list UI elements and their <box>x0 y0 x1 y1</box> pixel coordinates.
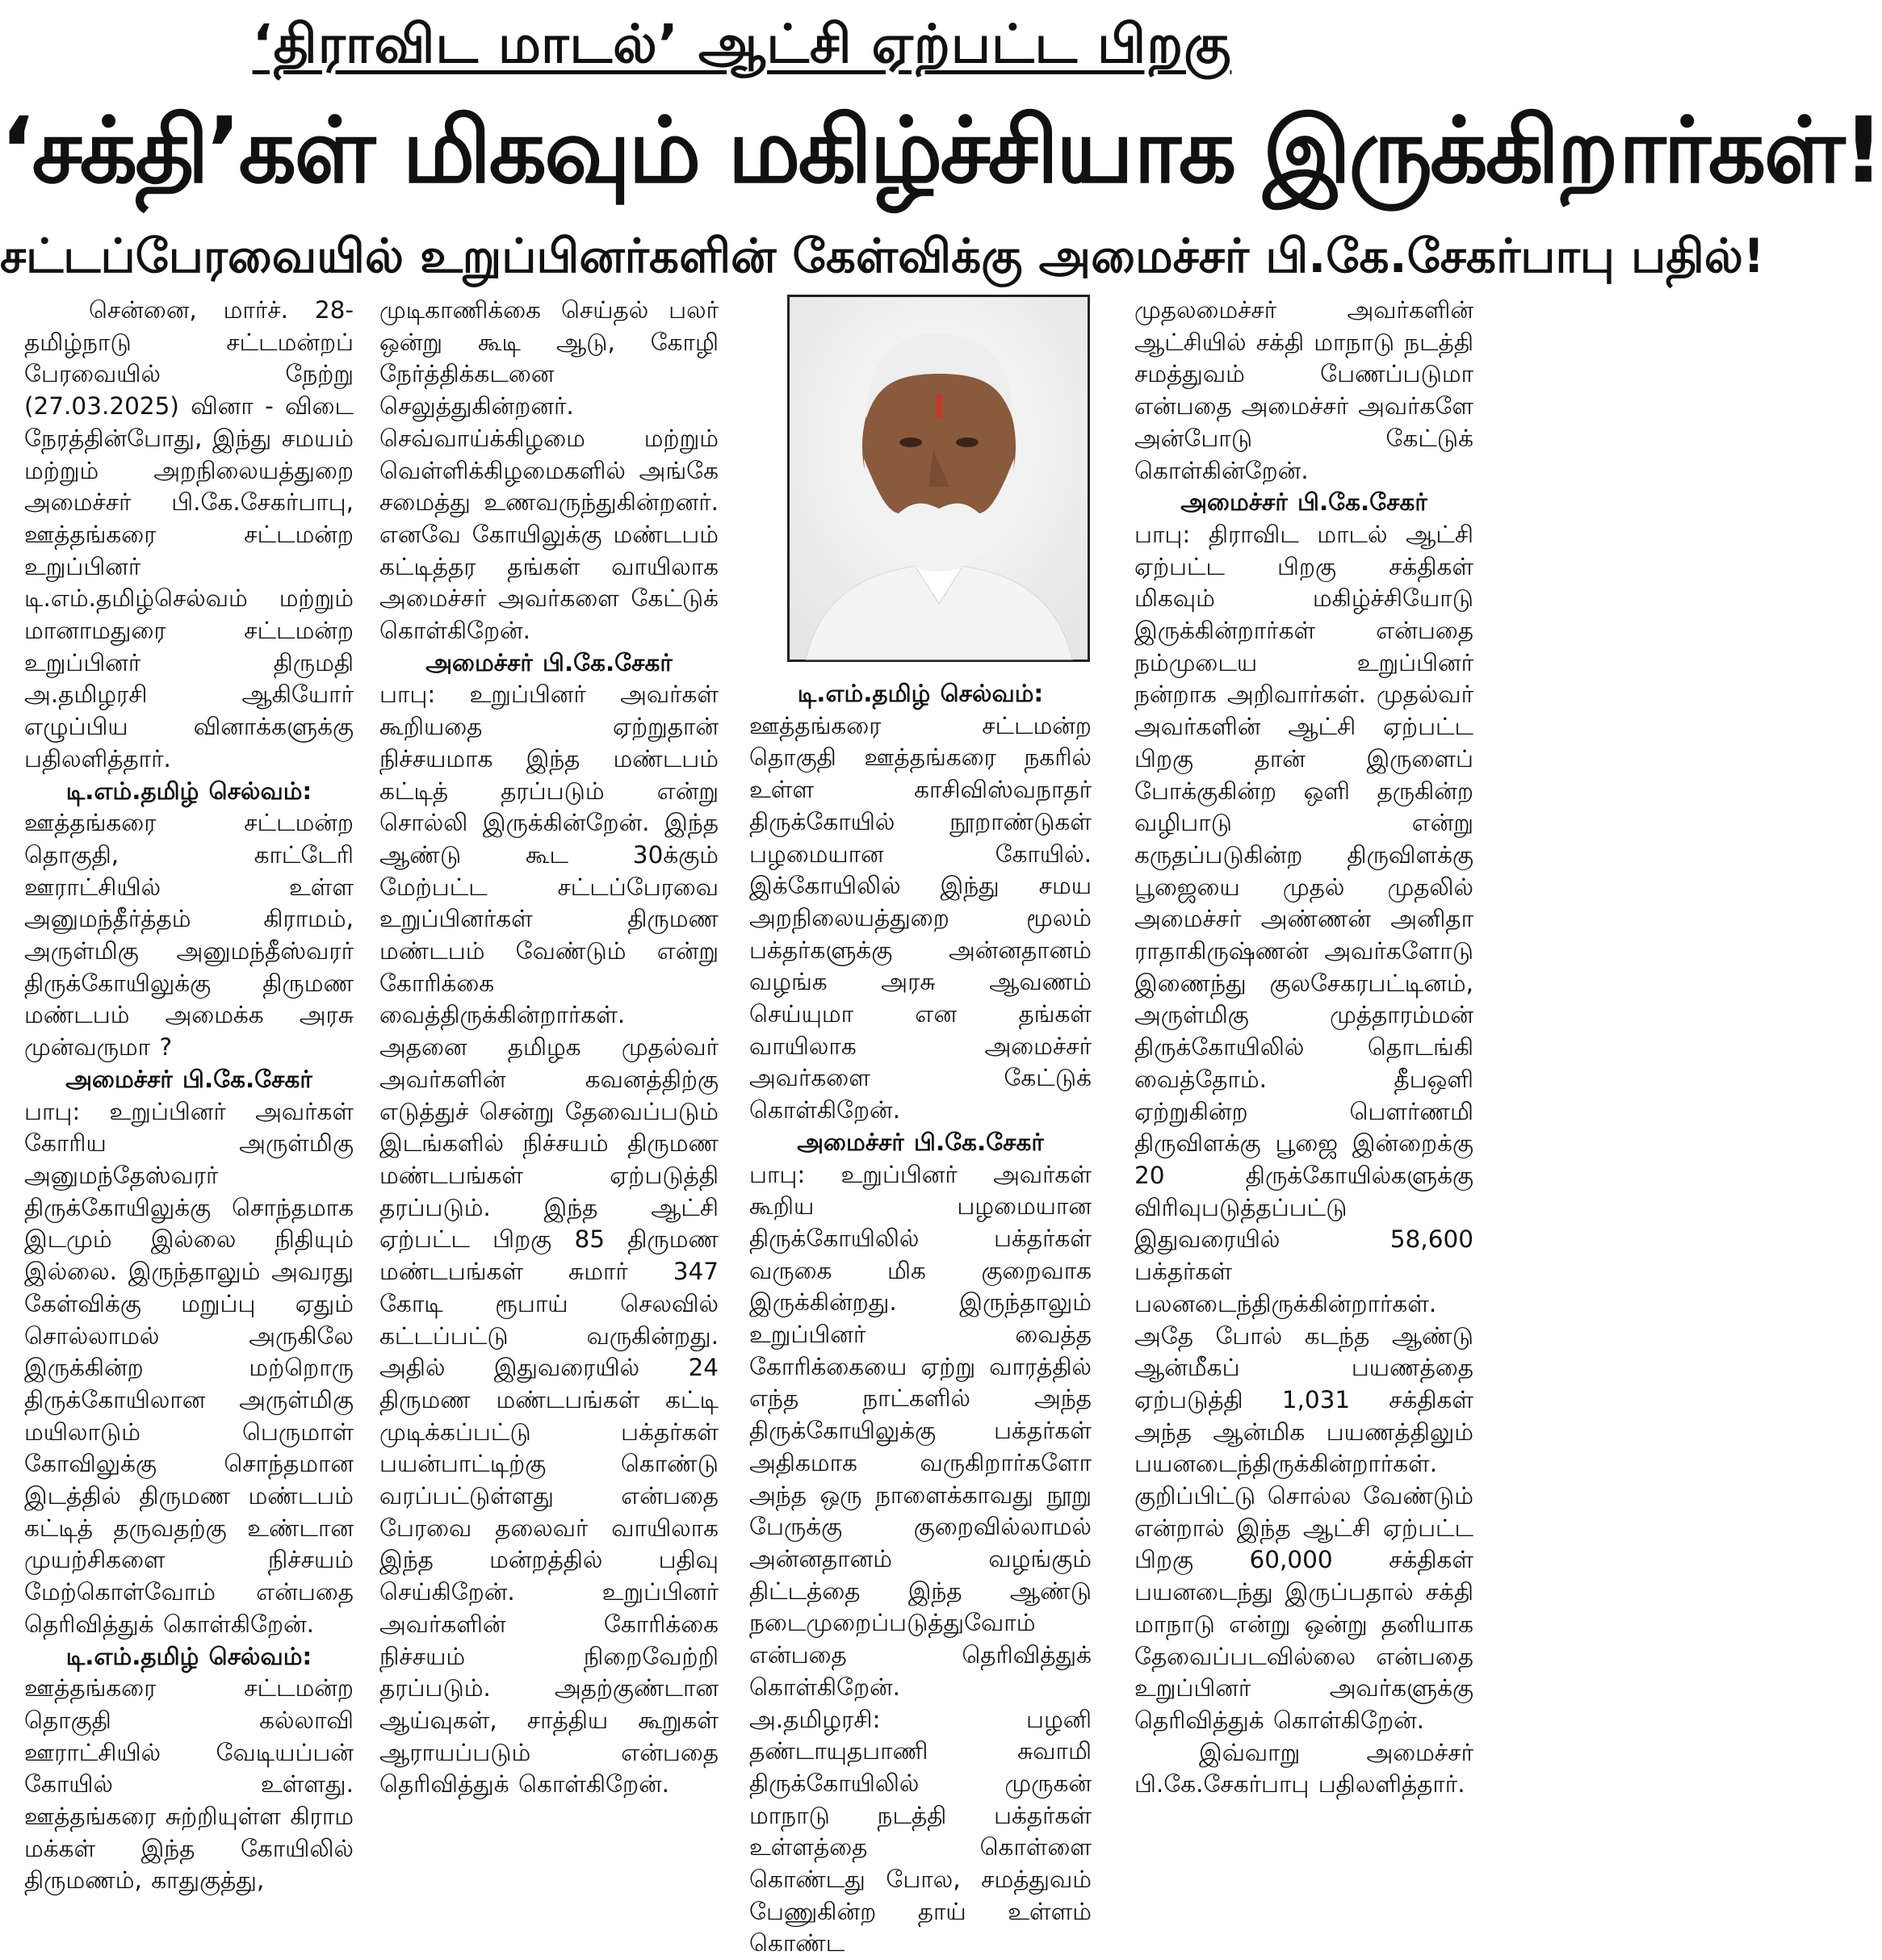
article-paragraph: பாபு: உறுப்பினர் அவர்கள் கோரிய அருள்மிகு அனுமந்தேஸ்வரர் திருக்கோயிலுக்கு சொந்தமாக இடமும் இல்லை நிதியும் இல்லை. இருந்தாலும் அவரது கேள்விக்கு மறுப்பு ஏதும் சொல்லாமல் அருகிலே இருக்கின்ற மற்றொரு திருக்கோயிலான அருள்மிகு மயிலாடும் பெருமாள் கோவிலுக்கு சொந்தமான இடத்தில் திருமண மண்டபம் கட்டித் தருவதற்கு உண்டான முயற்சிகளை நிச்சயம் மேற்கொள்வோம் என்பதை தெரிவித்துக் கொள்கிறேன். <box>24 1096 354 1641</box>
article-paragraph: சென்னை, மார்ச். 28- தமிழ்நாடு சட்டமன்றப் பேரவையில் நேற்று (27.03.2025) வினா - விடை நேரத்தின்போது, இந்து சமயம் மற்றும் அறநிலையத்துறை அமைச்சர் பி.கே.சேகர்பாபு, ஊத்தங்கரை சட்டமன்ற உறுப்பினர் டி.எம்.தமிழ்செல்வம் மற்றும் மானாமதுரை சட்டமன்ற உறுப்பினர் திருமதி அ.தமிழரசி ஆகியோர் எழுப்பிய வினாக்களுக்கு பதிலளித்தார். <box>24 295 354 776</box>
article-column-1 <box>24 295 354 1933</box>
article-paragraph: பாபு: உறுப்பினர் அவர்கள் கூறியதை ஏற்றுதான் நிச்சயமாக இந்த மண்டபம் கட்டித் தரப்படும் என்று சொல்லி இருக்கின்றேன். இந்த ஆண்டு கூட 30க்கும் மேற்பட்ட சட்டப்பேரவை உறுப்பினர்கள் திருமண மண்டபம் வேண்டும் என்று கோரிக்கை வைத்திருக்கின்றார்கள். அதனை தமிழக முதல்வர் அவர்களின் கவனத்திற்கு எடுத்துச் சென்று தேவைப்படும் இடங்களில் நிச்சயம் திருமண மண்டபங்கள் ஏற்படுத்தி தரப்படும். இந்த ஆட்சி ஏற்பட்ட பிறகு 85 திருமண மண்டபங்கள் சுமார் 347 கோடி ரூபாய் செலவில் கட்டப்பட்டு வருகின்றது. அதில் இதுவரையில் 24 திருமண மண்டபங்கள் கட்டி முடிக்கப்பட்டு பக்தர்கள் பயன்பாட்டிற்கு கொண்டு வரப்பட்டுள்ளது என்பதை பேரவை தலைவர் வாயிலாக இந்த மன்றத்தில் பதிவு செய்கிறேன். உறுப்பினர் அவர்களின் கோரிக்கை நிச்சயம் நிறைவேற்றி தரப்படும். அதற்குண்டான ஆய்வுகள், சாத்திய கூறுகள் ஆராயப்படும் என்பதை தெரிவித்துக் கொள்கிறேன். <box>379 679 719 1801</box>
article-paragraph: ஊத்தங்கரை சட்டமன்ற தொகுதி கல்லாவி ஊராட்சியில் வேடியப்பன் கோயில் உள்ளது. ஊத்தங்கரை சுற்றியுள்ள கிராம மக்கள் இந்த கோயிலில் திருமணம், காதுகுத்து, <box>24 1673 354 1897</box>
article-column-2 <box>379 295 719 1933</box>
article-paragraph: இவ்வாறு அமைச்சர் பி.கே.சேகர்பாபு பதிலளித்தார். <box>1134 1737 1473 1801</box>
article-paragraph: பாபு: திராவிட மாடல் ஆட்சி ஏற்பட்ட பிறகு சக்திகள் மிகவும் மகிழ்ச்சியோடு இருக்கின்றார்கள் என்பதை நம்முடைய உறுப்பினர் நன்றாக அறிவார்கள். முதல்வர் அவர்களின் ஆட்சி ஏற்பட்ட பிறகு தான் இருளைப் போக்குகின்ற ஒளி தருகின்ற வழிபாடு என்று கருதப்படுகின்ற திருவிளக்கு பூஜையை முதல் முதலில் அமைச்சர் அண்ணன் அனிதா ராதாகிருஷ்ணன் அவர்களோடு இணைந்து குலசேகரபட்டினம், அருள்மிகு முத்தாரம்மன் திருக்கோயிலில் தொடங்கி வைத்தோம். தீபஒளி ஏற்றுகின்ற பௌர்ணமி திருவிளக்கு பூஜை இன்றைக்கு 20 திருக்கோயில்களுக்கு விரிவுபடுத்தப்பட்டு இதுவரையில் 58,600 பக்தர்கள் பலனடைந்திருக்கின்றார்கள். அதே போல் கடந்த ஆண்டு ஆன்மீகப் பயணத்தை ஏற்படுத்தி 1,031 சக்திகள் அந்த ஆன்மிக பயணத்திலும் பயனடைந்திருக்கின்றார்கள். குறிப்பிட்டு சொல்ல வேண்டும் என்றால் இந்த ஆட்சி ஏற்பட்ட பிறகு 60,000 சக்திகள் பயனடைந்து இருப்பதால் சக்தி மாநாடு என்று ஒன்று தனியாக தேவைப்படவில்லை என்பதை உறுப்பினர் அவர்களுக்கு தெரிவித்துக் கொள்கிறேன். <box>1134 519 1473 1737</box>
article-paragraph: முதலமைச்சர் அவர்களின் ஆட்சியில் சக்தி மாநாடு நடத்தி சமத்துவம் பேணப்படுமா என்பதை அமைச்சர் அவர்களே அன்போடு கேட்டுக் கொள்கின்றேன். <box>1134 295 1473 487</box>
speaker-label: அமைச்சர் பி.கே.சேகர் <box>1134 487 1473 519</box>
main-headline: ‘சக்தி’கள் மிகவும் மகிழ்ச்சியாக இருக்கிறார்கள்! <box>0 90 1484 211</box>
speaker-label: டி.எம்.தமிழ் செல்வம்: <box>24 1641 354 1673</box>
speaker-label: டி.எம்.தமிழ் செல்வம்: <box>749 678 1092 710</box>
speaker-label: டி.எம்.தமிழ் செல்வம்: <box>24 776 354 808</box>
article-paragraph: அ.தமிழரசி: பழனி தண்டாயுதபாணி சுவாமி திருக்கோயிலில் முருகன் மாநாடு நடத்தி பக்தர்கள் உள்ளத்தை கொள்ளை கொண்டது போல, சமத்துவம் பேணுகின்ற தாய் உள்ளம் கொண்ட <box>749 1704 1092 1960</box>
article-column-3 <box>749 678 1092 1933</box>
article-paragraph: ஊத்தங்கரை சட்டமன்ற தொகுதி ஊத்தங்கரை நகரில் உள்ள காசிவிஸ்வநாதர் திருக்கோயில் நூறாண்டுகள் பழமையான கோயில். இக்கோயிலில் இந்து சமய அறநிலையத்துறை மூலம் பக்தர்களுக்கு அன்னதானம் வழங்க அரசு ஆவணம் செய்யுமா என தங்கள் வாயிலாக அமைச்சர் அவர்களை கேட்டுக் கொள்கிறேன். <box>749 710 1092 1127</box>
minister-portrait <box>787 295 1090 662</box>
speaker-label: அமைச்சர் பி.கே.சேகர் <box>24 1064 354 1096</box>
article-paragraph: முடிகாணிக்கை செய்தல் பலர் ஒன்று கூடி ஆடு, கோழி நேர்த்திக்கடனை செலுத்துகின்றனர். செவ்வாய்க்கிழமை மற்றும் வெள்ளிக்கிழமைகளில் அங்கே சமைத்து உணவருந்துகின்றனர். எனவே கோயிலுக்கு மண்டபம் கட்டித்தர தங்கள் வாயிலாக அமைச்சர் அவர்களை கேட்டுக் கொள்கிறேன். <box>379 295 719 647</box>
speaker-label: அமைச்சர் பி.கே.சேகர் <box>379 647 719 680</box>
sub-headline: சட்டப்பேரவையில் உறுப்பினர்களின் கேள்விக்கு அமைச்சர் பி.கே.சேகர்பாபு பதில்! <box>0 218 1484 295</box>
kicker-headline: ‘திராவிட மாடல்’ ஆட்சி ஏற்பட்ட பிறகு <box>0 0 1484 89</box>
minister-portrait-icon <box>790 297 1088 660</box>
article-column-4 <box>1134 295 1473 1933</box>
speaker-label: அமைச்சர் பி.கே.சேகர் <box>749 1127 1092 1159</box>
article-paragraph: ஊத்தங்கரை சட்டமன்ற தொகுதி, காட்டேரி ஊராட்சியில் உள்ள அனுமந்தீர்த்தம் கிராமம், அருள்மிகு அனுமந்தீஸ்வரர் திருக்கோயிலுக்கு திருமண மண்டபம் அமைக்க அரசு முன்வருமா ? <box>24 807 354 1064</box>
article-paragraph: பாபு: உறுப்பினர் அவர்கள் கூறிய பழமையான திருக்கோயிலில் பக்தர்கள் வருகை மிக குறைவாக இருக்கின்றது. இருந்தாலும் உறுப்பினர் வைத்த கோரிக்கையை ஏற்று வாரத்தில் எந்த நாட்களில் அந்த திருக்கோயிலுக்கு பக்தர்கள் அதிகமாக வருகிறார்களோ அந்த ஒரு நாளைக்காவது நூறு பேருக்கு குறைவில்லாமல் அன்னதானம் வழங்கும் திட்டத்தை இந்த ஆண்டு நடைமுறைப்படுத்துவோம் என்பதை தெரிவித்துக் கொள்கிறேன். <box>749 1159 1092 1704</box>
